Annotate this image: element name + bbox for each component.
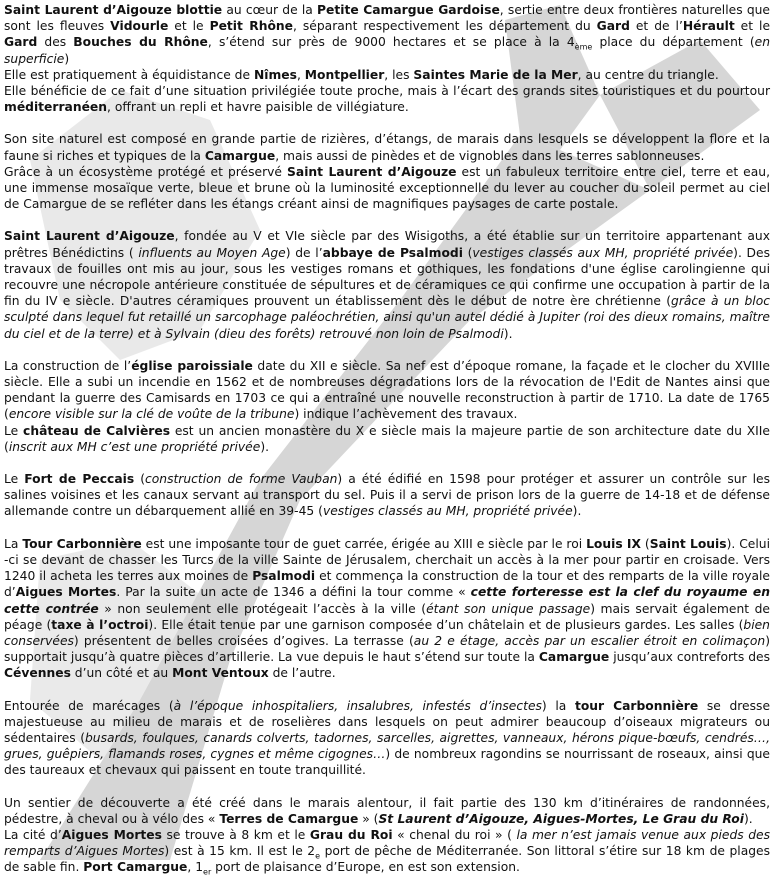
text-run: construction de forme Vauban (145, 472, 338, 487)
text-run: est un fabuleux territoire entre ciel, terre et eau, une immense mosaïque verte, bleue et brune où la luminosité exceptionnelle du lever au coucher du soleil permet au ciel de Camargue de se refléter dans les étangs créant ainsi de magnifiques paysages de carte postale. (4, 164, 770, 212)
paragraph (4, 131, 770, 163)
text-run: busards, foulques, canards colverts, tadornes, sarcelles, aigrettes, vanneaux, hérons pique-bœufs, cendrés…, grues, guêpiers, flamands roses, cygnes et même cigognes… (4, 730, 770, 762)
text-run: tour Carbonnière (574, 698, 699, 713)
text-run: La construction de l’ (4, 358, 132, 373)
text-run: Montpellier (304, 67, 385, 82)
text-run: étant son unique passage (426, 601, 591, 616)
text-run: des (37, 35, 74, 50)
text-run: inscrit aux MH c’est une propriété privée (8, 439, 261, 454)
text-run: , les (384, 67, 414, 82)
text-run: Camargue (538, 650, 610, 665)
text-run: Cévennes (4, 666, 71, 681)
text-run: Nîmes (253, 67, 297, 82)
text-run: vestiges classés au MH, propriété privée (322, 504, 573, 519)
text-run: se dresse majestueuse au milieu de marais et de roselières dans lesquels on peut admirer beaucoup d’oiseaux migrateurs ou sédentaires ( (4, 698, 771, 745)
text-run: ). Des travaux de fouilles ont mis au jour, sous les vestiges romans et gothiques, les fondations d'une église carolingienne qui recouvre une nécropole antérieure constituée de sépultures et de céramiques ce qui confirme une occupation à partir de la fin du IV e siècle. D'autres céramiques prouvent un établissement dès le début de notre ère chrétienne ( (4, 245, 770, 309)
text-run: église paroissiale (131, 358, 253, 373)
paragraph (4, 536, 770, 682)
text-run: Le (4, 472, 25, 487)
text-run: Elle bénéficie de ce fait d’une situation privilégiée toute proche, mais à l’écart des grands sites touristiques et du pourtour (4, 84, 770, 99)
text-run: Louis IX (586, 536, 641, 551)
text-run: ) mais servait également de péage ( (4, 601, 771, 632)
text-run: Psalmodi (252, 569, 316, 584)
text-run: Un sentier de découverte a été créé dans le marais alentour, il fait partie des 130 km d’itinéraires de randonnées, pédestre, à cheval ou à vélo des « (4, 795, 770, 826)
text-run: abbaye de Psalmodi (322, 245, 463, 260)
text-run: » ( (358, 811, 379, 826)
text-run: Tour Carbonnière (22, 536, 142, 551)
text-run: place du département ( (592, 35, 755, 50)
text-run: ( (134, 472, 145, 487)
text-run: ) présentent de belles croisées d’ogives. La terrasse ( (73, 633, 414, 648)
text-run: , s’étend sur près de 9000 hectares et se place à la (207, 35, 567, 50)
text-run: , fondée au V et VIe siècle par des Wisigoths, a été établie sur un territoire appartenant aux prêtres Bénédictins ( (4, 229, 771, 260)
text-run: à l’époque inhospitaliers, insalubres, infestés d’insectes (173, 698, 542, 713)
text-run: Terres de Camargue (219, 811, 359, 826)
paragraph-gap (4, 455, 770, 471)
text-run: Grau du Roi (309, 827, 393, 842)
text-run: taxe à l’octroi (51, 617, 149, 632)
text-run: grâce à un bloc sculpté dans lequel fut retaillé un sarcophage paléochrétien, ainsi qu'un autel dédié à Jupiter (roi des dieux romains, maître du ciel et de la terre) et à Sylvain (dieu des forêts) retrouvé non loin de Psalmodi (4, 294, 770, 341)
paragraph (4, 795, 770, 827)
text-run: ) de l’ (285, 245, 323, 260)
text-run: Elle est pratiquement à équidistance de (4, 67, 254, 82)
text-run: St Laurent d’Aigouze, Aigues-Mortes, Le Grau du Roi (378, 811, 744, 826)
text-run: La (4, 536, 23, 551)
text-run: Entourée de marécages ( (4, 698, 174, 713)
text-run: jusqu’aux contreforts des (609, 650, 770, 665)
text-run: , mais aussi de pinèdes et de vignobles dans les terres sablonneuses. (275, 148, 705, 163)
text-run: au cœur de la (222, 3, 317, 17)
text-run: Saintes Marie de la Mer (413, 67, 578, 82)
text-run: en superficie (4, 35, 770, 66)
text-run: Saint Louis (649, 536, 727, 551)
text-run: méditerranéen (4, 100, 108, 115)
text-run: Petite Camargue Gardoise (317, 3, 500, 17)
paragraph (4, 164, 770, 213)
text-run: ( (462, 245, 473, 260)
text-run: , sertie entre deux frontières naturelles que sont les fleuves (4, 3, 770, 34)
text-run: er (203, 867, 212, 877)
text-run: Aigues Mortes (61, 827, 162, 842)
text-run: cette forteresse est la clef du royaume en cette contrée (4, 585, 770, 616)
text-run: , offrant un repli et havre paisible de villégiature. (107, 100, 409, 115)
text-run: Camargue (204, 148, 276, 163)
text-run: ) supportait jusqu’à quatre pièces d’artillerie. La vue depuis le haut s’étend sur toute la (4, 633, 770, 665)
text-run: Saint Laurent d’Aigouze blottie (4, 3, 223, 17)
text-run: est une imposante tour de guet carrée, érigée au XIII e siècle par le roi (141, 536, 587, 551)
text-run: est un ancien monastère du X e siècle mais la majeure partie de son architecture date du XIIe ( (4, 423, 770, 454)
text-run: influents au Moyen Age (138, 245, 286, 260)
text-run: 1 (195, 860, 204, 875)
paragraph (4, 358, 770, 423)
text-run: la mer n’est jamais venue aux pieds des remparts d’Aigues Mortes (4, 827, 770, 859)
text-run: ) indique l’achèvement des travaux. (294, 407, 518, 422)
text-run: Fort de Peccais (24, 472, 135, 487)
paragraph (4, 471, 770, 520)
paragraph (4, 827, 770, 876)
text-run: 4 (566, 35, 575, 50)
paragraph-gap (4, 520, 770, 536)
text-run: « chenal du roi » ( (392, 827, 517, 842)
text-run: Le (4, 423, 24, 438)
text-run: château de Calvières (23, 423, 171, 438)
text-run: Mont Ventoux (172, 666, 269, 681)
text-run: ) a été édifié en 1598 pour protéger et assurer un contrôle sur les salines voisines et les canaux servant au transport du sel. Puis il a servi de prison lors de la guerre de 14-18 et de défense allemande contre un débarquement allié en 39-45 ( (4, 472, 770, 519)
text-run: ( (641, 536, 650, 551)
text-run: ) de nombreux ragondins se nourrissant de roseaux, ainsi que des taureaux et chevaux qui paissent en toute tranquillité. (4, 747, 770, 778)
paragraph (4, 67, 770, 83)
text-run: et de l’ (629, 19, 683, 34)
text-run: et le (168, 19, 210, 34)
text-run: bien conservées (4, 617, 770, 648)
text-run: au 2 e étage, accès par un escalier étroit en colimaçon (413, 633, 766, 648)
paragraph (4, 423, 770, 455)
paragraph-gap (4, 779, 770, 795)
document-body (4, 2, 770, 876)
text-run: ). (572, 504, 582, 519)
paragraph-gap (4, 682, 770, 698)
text-run: port de pêche de Méditerranée. Son littoral s’étire sur 18 km de plages de sable fin. (4, 844, 771, 875)
text-run: ) la (541, 698, 575, 713)
text-run: Bouches du Rhône (73, 35, 208, 50)
text-run: ème (574, 42, 593, 52)
text-run: Grâce à un écosystème protégé et préservé (4, 164, 288, 179)
text-run: . Par la suite un acte de 1346 a défini la tour comme « (116, 585, 471, 600)
text-run: e (315, 851, 321, 861)
text-run: Son site naturel est composé en grande partie de rizières, d’étangs, de marais dans lesquels se développent la flore et la faune si riches et typiques de la (4, 132, 770, 163)
text-run: Gard (596, 19, 630, 34)
text-run: port de plaisance d’Europe, en est son extension. (211, 860, 520, 875)
paragraph (4, 698, 770, 779)
text-run: La cité d’ (4, 827, 62, 842)
text-run: et commença la construction de la tour et des remparts de la ville royale d’ (4, 569, 770, 600)
text-run: Saint Laurent d’Aigouze (287, 164, 457, 179)
text-run: , (296, 67, 305, 82)
text-run: et le (734, 19, 771, 34)
paragraph-gap (4, 212, 770, 228)
text-run: vestiges classés aux MH, propriété privée (472, 245, 734, 260)
text-run: encore visible sur la clé de voûte de la tribune (8, 407, 295, 422)
paragraph (4, 228, 770, 341)
paragraph (4, 83, 770, 115)
text-run: Saint Laurent d’Aigouze (4, 229, 175, 244)
text-run: Vidourle (110, 19, 169, 34)
text-run: Gard (4, 35, 38, 50)
paragraph-gap (4, 115, 770, 131)
text-run: ) (64, 51, 70, 66)
text-run: , séparant respectivement les département du (293, 19, 597, 34)
text-run: Hérault (682, 19, 735, 34)
text-run: ). Elle était tenue par une garnison composée d’un châtelain et de plusieurs gardes. Les salles ( (148, 617, 744, 632)
text-run: ) est à 15 km. Il est le (164, 844, 308, 859)
text-run: ). Celui -ci se devant de chasser les Turcs de la ville Sainte de Jérusalem, cherchait un accès à la mer pour partir en croisade. Vers 1240 il acheta les terres aux moines de (4, 536, 770, 584)
text-run: , (187, 860, 196, 875)
text-run: Aigues Mortes (15, 585, 117, 600)
text-run: » non seulement elle protégeait l’accès à la ville ( (98, 601, 427, 616)
text-run: 2 (307, 844, 316, 859)
text-run: Port Camargue (83, 860, 188, 875)
paragraph (4, 2, 770, 67)
text-run: date du XII e siècle. Sa nef est d’époque romane, la façade et le clocher du XVIIIe siècle. Elle a subi un incendie en 1562 et de nombreuses dégradations lors de la révocation de l'Edit de Nantes ainsi que pendant la guerre des Camisards en 1703 ce qui a entraîné une nouvelle reconstruction à partir de 1710. La date de 1765 ( (4, 358, 770, 422)
text-run: Petit Rhône (209, 19, 294, 34)
text-run: ). (503, 326, 513, 341)
text-run: ). (260, 439, 270, 454)
paragraph-gap (4, 342, 770, 358)
text-run: se trouve à 8 km et le (161, 827, 310, 842)
text-run: ). (743, 811, 753, 826)
text-run: , au centre du triangle. (577, 67, 719, 82)
text-run: d’un côté et au (70, 666, 173, 681)
text-run: de l’autre. (268, 666, 336, 681)
